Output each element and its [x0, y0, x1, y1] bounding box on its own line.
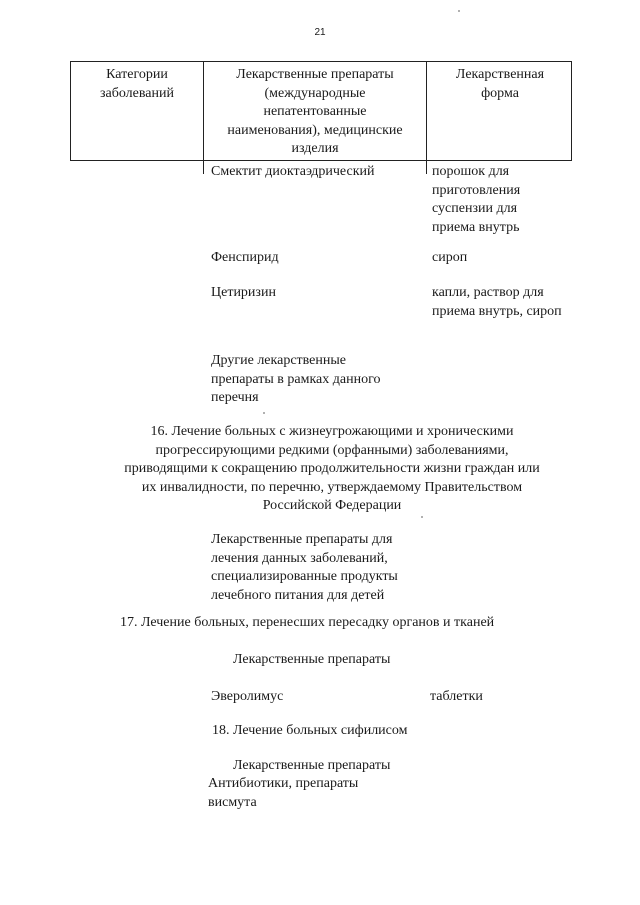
table-header [70, 61, 572, 161]
drug-form: сироп [432, 250, 468, 265]
section-16-drugs: Лекарственные препараты для лечения данных заболеваний, специализированные продукты лечебного питания для детей [211, 532, 398, 603]
scan-speck [458, 10, 460, 12]
section-18-subheading: Лекарственные препараты [233, 758, 391, 773]
drug-name: Смектит диоктаэдрический [211, 164, 375, 179]
scan-speck [263, 412, 265, 414]
drug-form: капли, раствор для приема внутрь, сироп [432, 285, 562, 319]
scan-speck [421, 516, 423, 518]
section-17-subheading: Лекарственные препараты [233, 652, 391, 667]
drug-name: Фенспирид [211, 250, 279, 265]
header-form: Лекарственная форма [455, 67, 545, 101]
drug-name: Эверолимус [211, 689, 284, 704]
section-18-heading: 18. Лечение больных сифилисом [212, 723, 408, 738]
column-divider [203, 160, 204, 174]
section-16-heading: 16. Лечение больных с жизнеугрожающими и хроническими прогрессирующими редкими (орфанными) заболеваниями, приводящими к сокращению продолжительности жизни граждан или их инвалидности, по перечню, утверждаемому Правительством Российской Федерации [124, 424, 540, 513]
drug-form: таблетки [430, 689, 483, 704]
header-drugs: Лекарственные препараты (международные непатентованные наименования), медицинские изделия [204, 62, 427, 160]
section-18-drugs: Антибиотики, препараты висмута [208, 776, 359, 810]
section-17-heading: 17. Лечение больных, перенесших пересадку органов и тканей [120, 615, 495, 630]
page-number: 21 [314, 27, 326, 38]
drug-name: Цетиризин [211, 285, 276, 300]
drug-name: Другие лекарственные препараты в рамках данного перечня [211, 353, 381, 405]
column-divider [426, 160, 427, 174]
drug-form: порошок для приготовления суспензии для приема внутрь [432, 164, 521, 235]
header-categories: Категории заболеваний [71, 62, 204, 160]
